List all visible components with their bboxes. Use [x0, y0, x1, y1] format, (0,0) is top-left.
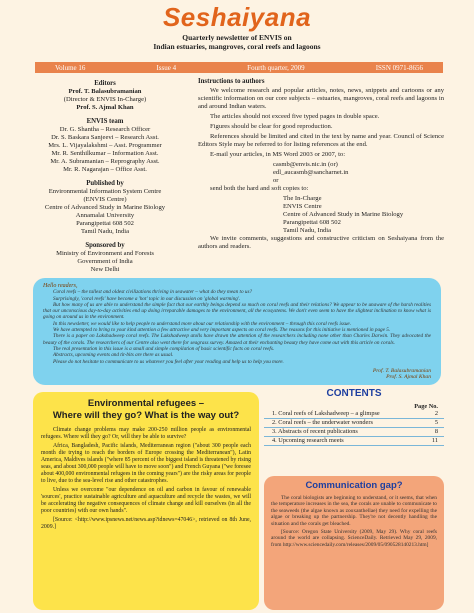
instructions-to-authors: [198, 78, 444, 253]
masthead: [0, 0, 474, 62]
editorial-signature-1: Prof. T. Balasubramanian: [372, 367, 431, 374]
team-member: Dr. G. Shantha – Research Officer: [59, 126, 151, 133]
newsletter-subtitle: Quarterly newsletter of ENVIS on: [182, 33, 292, 42]
issue-info-bar: [35, 62, 443, 73]
instructions-paragraph: send both the hard and soft copies to:: [210, 185, 309, 192]
contents-item-page: 11: [431, 437, 438, 444]
instructions-heading: Instructions to authors: [198, 78, 265, 85]
editorial-paragraph: The real presentation in this issue is a small and simple compilation of basic scientific facts on coral reefs.: [53, 345, 275, 352]
editor-2: Prof. S. Ajmal Khan: [76, 104, 134, 111]
publisher-line: Centre of Advanced Study in Marine Biology: [44, 204, 166, 211]
newsletter-subtitle-2: Indian estuaries, mangroves, coral reefs and lagoons: [153, 42, 321, 51]
newsletter-title: Seshaiyana: [162, 2, 312, 32]
address-line: Tamil Nadu, India: [283, 227, 332, 234]
team-member: Mr. R. Senthilkumar – Information Asst.: [51, 150, 159, 157]
article-paragraph: Africa, Bangladesh, Pacific islands, Mediterranean region ("about 300 people each month die trying to reach the borders of Europe crossing the Mediterranean"), Latin America, Maldives islands ("where 85 percent of the biggest island is threatened by rising seas, and about 300,000 people will have to move soon") and French Guyana ("we foresee about 400,000 environmental refugees in the coming years") are the risky areas for people to live, due to the sea-level rise and other catastrophes.: [41, 443, 251, 484]
contact-email[interactable]: casmb@envis.nic.in (or): [273, 161, 338, 168]
instructions-paragraph: References should be limited and cited in the text by name and year. Council of Science Editors Style may be referred to for listing references at the end.: [198, 133, 444, 148]
editorial-paragraph: Please do not hesitate to communicate to us whatever you feel after your reading and help us to help you more.: [53, 358, 284, 365]
contents-item-label: 3. Abstracts of recent publications: [272, 428, 358, 435]
communication-gap-box: [264, 476, 444, 610]
publisher-line: Parangipettai 608 502: [76, 220, 134, 227]
instructions-paragraph: We invite comments, suggestions and constructive criticism on Seshaiyana from the authors and readers.: [198, 235, 444, 250]
instructions-paragraph: Figures should be clear for good reproduction.: [210, 123, 333, 130]
editor-1-role: (Director & ENVIS In-Charge): [63, 96, 147, 103]
article-paragraph: Unless we overcome "our dependence on oil and carbon in favour of renewable 'sources', practice sustainable agriculture and aquaculture and recycle the wastes, we will be accelerating the negative consequences of climate change and kill ourselves (in all the poor countries) with our own hands".: [41, 487, 251, 514]
editorial-paragraph: There is a paper on Lakshadweep coral reefs. The Lakshadweep atolls have drawn the attention of the researchers including none other than Charles Darwin. They advocated the beauty of the corals. The researchers of our Centre also went there for seagrass survey. Amazed at their enchanting beauty they have come out with this article on corals.: [43, 333, 431, 346]
published-heading: Published by: [86, 180, 124, 187]
instructions-paragraph: E-mail your articles, in MS Word 2003 or 2007, to:: [210, 151, 346, 158]
editorial-paragraph: Surprisingly, 'coral reefs' have become a 'hot' topic in our discussion on 'global warming'.: [53, 295, 241, 302]
team-member: Dr. S. Baskara Sanjeevi – Research Asst.: [51, 134, 159, 141]
commgap-paragraph: The coral biologists are beginning to understand, or it seems, that when the temperature increases in the sea, the corals are unable to communicate to the seaweeds (the algae known as zooxanthellae) they need for expelling the algae or breaking up the partnership. They're not decently handling the situation and the corals get bleached.: [271, 495, 437, 527]
sponsor-line: New Delhi: [90, 266, 120, 273]
team-heading: ENVIS team: [86, 118, 124, 125]
publisher-line: Annamalai University: [75, 212, 135, 219]
editorial-paragraph: Coral reefs – the tallest and oldest civilizations thriving in seawater – what do they mean to us?: [53, 289, 253, 296]
address-line: Centre of Advanced Study in Marine Biology: [283, 211, 404, 218]
contents-item[interactable]: [264, 410, 444, 419]
editor-1: Prof. T. Balasubramanian: [68, 88, 142, 95]
article-paragraph: Climate change problems may make 200-250 million people as environmental refugees. Where will they go? Or, will they be able to survive?: [41, 427, 251, 440]
contents-item[interactable]: [264, 437, 444, 446]
editorial-box: [33, 278, 441, 385]
address-line: The In-Charge: [283, 195, 322, 202]
contents-item[interactable]: [264, 428, 444, 437]
commgap-title: Communication gap?: [305, 480, 403, 491]
editorial-paragraph: In this newsletter, we would like to help people to understand more about our relationship with the environment – through this coral reefs issue.: [53, 320, 352, 327]
contents-box: [264, 388, 444, 476]
team-member: Mrs. L. Vijayalakshmi – Asst. Programmer: [48, 142, 162, 149]
contents-title: CONTENTS: [326, 388, 382, 399]
volume-label: Volume 16: [55, 63, 86, 72]
contents-item-page: 8: [434, 428, 438, 435]
article-source: [Source: <http://www.ipsnews.net/news.asp?idnews=47046>, retrieved on 8th June, 2009.]: [41, 517, 251, 530]
editorial-signature-2: Prof. S. Ajmal Khan: [386, 374, 431, 381]
issue-label: Issue 4: [156, 63, 177, 72]
contact-email[interactable]: edl_aucasmb@sancharnet.in: [273, 169, 349, 176]
masthead-credits: [30, 78, 180, 274]
editorial-paragraph: Abstracts, upcoming events and tit-bits are there as usual.: [53, 352, 174, 359]
contents-item-page: 2: [434, 410, 438, 417]
editors-heading: Editors: [94, 80, 116, 87]
publisher-line: Tamil Nadu, India: [80, 228, 130, 235]
contents-item-label: 4. Upcoming research meets: [272, 437, 344, 444]
sponsored-heading: Sponsored by: [85, 242, 125, 249]
contents-item-label: 1. Coral reefs of Lakshadweep – a glimpse: [272, 410, 380, 417]
issn-label: ISSN 0971-8656: [375, 63, 423, 72]
quarter-label: Fourth quarter, 2009: [247, 63, 305, 72]
team-member: Mr. R. Nagarajan – Office Asst.: [63, 166, 147, 173]
contents-item[interactable]: [264, 419, 444, 428]
address-line: ENVIS Centre: [283, 203, 322, 210]
page-no-heading: Page No.: [414, 403, 438, 410]
refugees-title: Environmental refugees –: [87, 398, 205, 409]
editorial-paragraph: But how many of us are able to understand the simple fact that our earthly beings depend so much on coral reefs and their relations? We appear to be unaware of the harsh realities that our unconscious day-to-day activities end up doing irreparable damages to the environment, all the ecosystems. We don't even seem to have the slightest inclination to know what is going on around us in the environment.: [43, 301, 431, 321]
editorial-greeting: Hello readers,: [43, 283, 78, 289]
instructions-paragraph: The articles should not exceed five typed pages in double space.: [210, 113, 380, 120]
contents-item-page: 5: [434, 419, 438, 426]
refugees-title-2: Where will they go? What is the way out?: [52, 410, 240, 421]
team-member: Mr. A. Subramanian – Reprography Asst.: [50, 158, 160, 165]
editorial-paragraph: We have attempted to bring to your kind attention a few attractive and very important aspects on coral reefs. The reasons for this initiative is mentioned in page 5.: [53, 327, 391, 334]
sponsor-line: Government of India: [77, 258, 133, 265]
publisher-line: Environmental Information System Centre: [48, 188, 162, 195]
address-line: Parangipettai 608 502: [283, 219, 341, 226]
instructions-paragraph: We welcome research and popular articles, notes, news, snippets and cartoons or any scientific information on our core subjects – estuaries, mangroves, coral reefs and lagoons in and around Indian waters.: [198, 87, 444, 110]
contents-item-label: 2. Coral reefs – the underwater wonders: [272, 419, 373, 426]
publisher-line: (ENVIS Centre): [83, 196, 127, 203]
refugees-article: [33, 392, 259, 610]
commgap-source: [Source: Oregon State University (2009, May 29). Why coral reefs around the world are collapsing. ScienceDaily. Retrieved May 29, 2009, from http://www.sciencedaily.com/releases/2009/05/090528140213.htm]: [271, 529, 437, 548]
or-separator: or: [273, 177, 279, 184]
sponsor-line: Ministry of Environment and Forests: [56, 250, 154, 257]
